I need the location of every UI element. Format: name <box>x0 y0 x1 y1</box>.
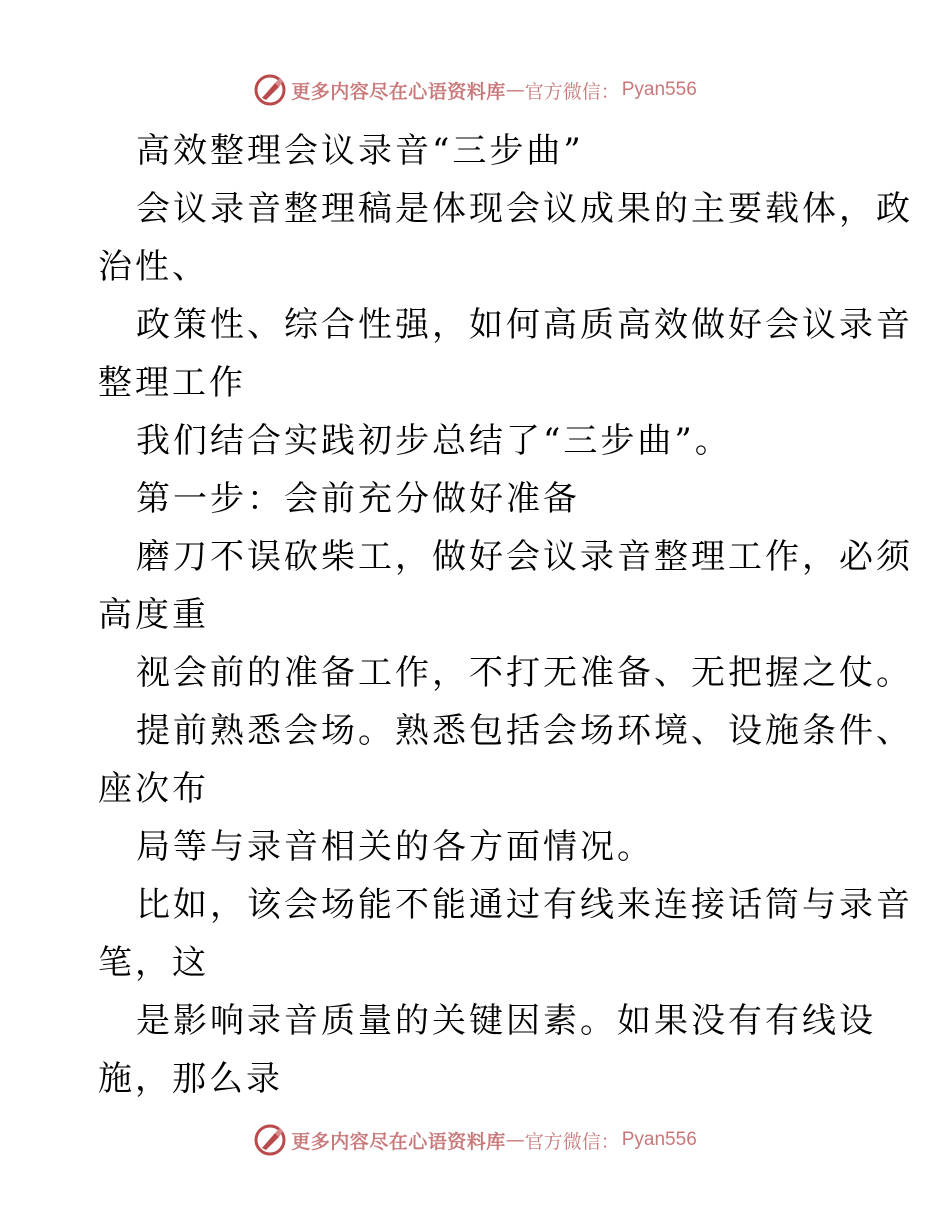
banner-wechat-id: Pyan556 <box>621 1129 697 1150</box>
paragraph-line: 是影响录音质量的关键因素。如果没有有线设 <box>136 1001 876 1041</box>
pen-logo-icon <box>253 73 287 107</box>
paragraph-line: 施，那么录 <box>98 1059 283 1099</box>
paragraph-line: 政策性、综合性强，如何高质高效做好会议录音 <box>136 305 913 345</box>
paragraph-line: 视会前的准备工作，不打无准备、无把握之仗。 <box>136 653 913 693</box>
paragraph-line: 治性、 <box>98 247 209 287</box>
paragraph-line: 座次布 <box>98 769 209 809</box>
paragraph-line: 高度重 <box>98 595 209 635</box>
section-heading: 第一步：会前充分做好准备 <box>136 479 580 519</box>
paragraph-line: 笔，这 <box>98 943 209 983</box>
paragraph-line: 局等与录音相关的各方面情况。 <box>136 827 654 867</box>
banner-wechat-id: Pyan556 <box>621 79 697 100</box>
paragraph-line: 我们结合实践初步总结了“三步曲”。 <box>136 421 732 461</box>
paragraph-line: 提前熟悉会场。熟悉包括会场环境、设施条件、 <box>136 711 913 751</box>
footer-banner <box>0 1120 950 1160</box>
paragraph-line: 会议录音整理稿是体现会议成果的主要载体，政 <box>136 189 913 229</box>
banner-label: 官方微信： <box>524 1130 620 1153</box>
banner-separator: — <box>505 1129 525 1151</box>
pen-logo-icon <box>253 1123 287 1157</box>
doc-title: 高效整理会议录音“三步曲” <box>136 131 584 171</box>
paragraph-line: 整理工作 <box>98 363 246 403</box>
paragraph-line: 比如，该会场能不能通过有线来连接话筒与录音 <box>136 885 913 925</box>
banner-slogan: 更多内容尽在心语资料库 <box>291 80 506 103</box>
banner-slogan: 更多内容尽在心语资料库 <box>291 1130 506 1153</box>
header-banner <box>0 70 950 110</box>
document-body <box>98 122 913 1108</box>
paragraph-line: 磨刀不误砍柴工，做好会议录音整理工作，必须 <box>136 537 913 577</box>
banner-label: 官方微信： <box>524 80 620 103</box>
banner-separator: — <box>505 79 525 101</box>
